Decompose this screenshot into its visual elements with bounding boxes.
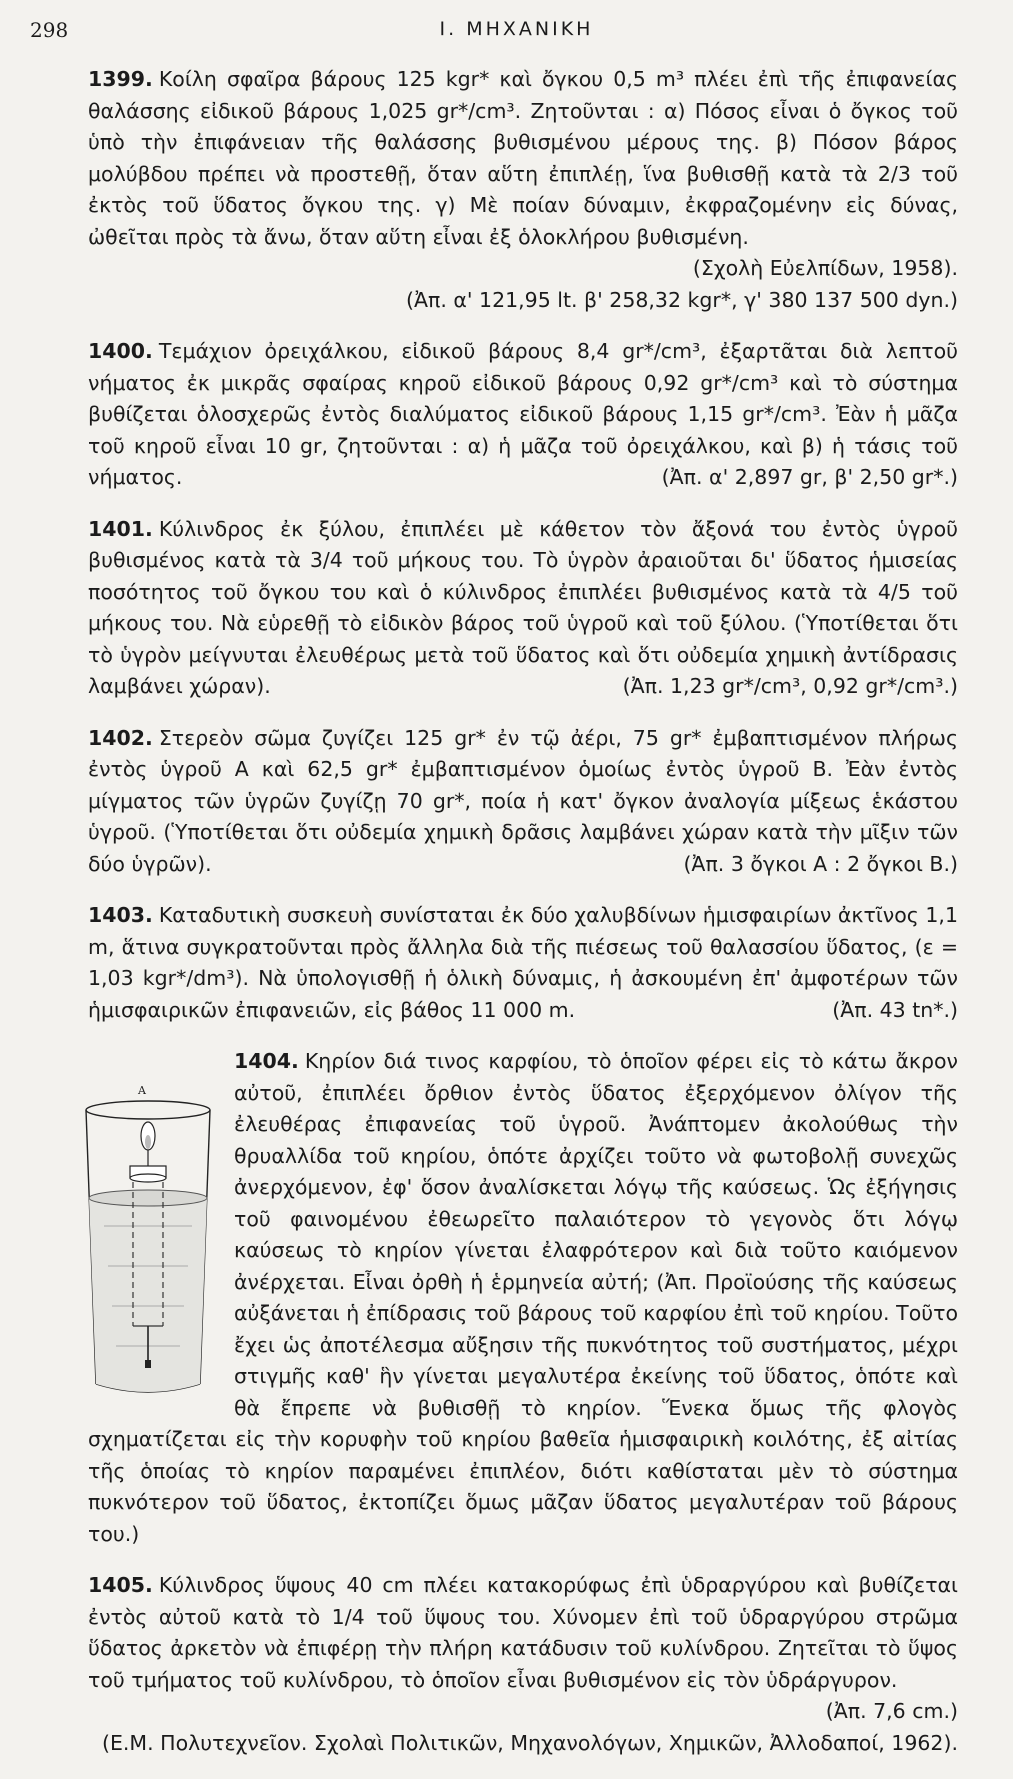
problem-number: 1399. bbox=[88, 67, 153, 91]
problem-answer: (Ἀπ. 7,6 cm.) bbox=[825, 1699, 958, 1723]
problem-answer: (Ἀπ. 43 tn*.) bbox=[832, 997, 958, 1022]
problem-1403 bbox=[88, 900, 958, 1026]
problem-1399 bbox=[88, 64, 958, 316]
problem-answer: (Ἀπ. Προϊούσης τῆς καύσεως αὐξάνεται ἡ ἐπίδρασις τοῦ βάρους τοῦ καρφίου ἐπὶ τοῦ κηρίου. Τοῦτο ἔχει ὡς ἀποτέλεσμα αὔξησιν τῆς πυκνότητος τοῦ συστήματος, μέχρι στιγμῆς καθ' ἣν γίνεται μεγαλυτέρα ἐκείνης τοῦ ὕδατος, ὁπότε καὶ θὰ ἔπρεπε νὰ βυθισθῇ τὸ κηρίον. Ἕνεκα ὅμως τῆς φλογὸς σχηματίζεται εἰς τὴν κορυφὴν τοῦ κηρίου βαθεῖα ἡμισφαιρικὴ κοιλότης, ἐξ αἰτίας τῆς ὁποίας τὸ κηρίον παραμένει ἐπιπλέον, διότι καθίσταται μὲν τὸ σύστημα πυκνότερον τοῦ ὕδατος, ἐκτοπίζει ὅμως μᾶζαν ὕδατος μεγαλυτέραν τοῦ βάρους του.) bbox=[88, 1269, 958, 1546]
problem-number: 1403. bbox=[88, 903, 153, 927]
problem-text: Κύλινδρος ὕψους 40 cm πλέει κατακορύφως ἐπὶ ὑδραργύρου καὶ βυθίζεται ἐντὸς αὐτοῦ κατὰ τὸ 1/4 τοῦ ὕψους του. Χύνομεν ἐπὶ τοῦ ὑδραργύρου στρῶμα ὕδατος ἀρκετὸν νὰ ἐπιφέρῃ τὴν πλήρη κατάδυσιν τοῦ κυλίνδρου. Ζητεῖται τὸ ὕψος τοῦ τμήματος τοῦ κυλίνδρου, τὸ ὁποῖον εἶναι βυθισμένον εἰς τὸν ὑδράργυρον. bbox=[88, 1573, 958, 1692]
problem-text: Κοίλη σφαῖρα βάρους 125 kgr* καὶ ὄγκου 0,5 m³ πλέει ἐπὶ τῆς ἐπιφανείας θαλάσσης εἰδικοῦ βάρους 1,025 gr*/cm³. Ζητοῦνται : α) Πόσος εἶναι ὁ ὄγκος τοῦ ὑπὸ τὴν ἐπιφάνειαν τῆς θαλάσσης βυθισμένου μέρους της. β) Πόσον βάρος μολύβδου πρέπει νὰ προστεθῇ, ὅταν αὕτη ἐπιπλέῃ, ἵνα βυθισθῇ κατὰ τὰ 2/3 τοῦ ἐκτὸς τοῦ ὕδατος ὄγκου της. γ) Μὲ ποίαν δύναμιν, ἐκφραζομένην εἰς δύνας, ὠθεῖται πρὸς τὰ ἄνω, ὅταν αὕτη εἶναι ἐξ ὁλοκλήρου βυθισμένη. bbox=[88, 67, 958, 249]
figure-label: Α bbox=[138, 1086, 146, 1097]
candle-in-glass-figure bbox=[74, 1086, 222, 1402]
problem-1402 bbox=[88, 723, 958, 881]
candle-in-glass-illustration bbox=[74, 1086, 222, 1402]
problem-text: Κύλινδρος ἐκ ξύλου, ἐπιπλέει μὲ κάθετον τὸν ἄξονά του ἐντὸς ὑγροῦ βυθισμένος κατὰ τὰ 3/4 τοῦ μήκους του. Τὸ ὑγρὸν ἀραιοῦται δι' ὕδατος ἡμισείας ποσότητος τοῦ ὄγκου του καὶ ὁ κύλινδρος ἐπιπλέει βυθισμένος κατὰ τὰ 4/5 τοῦ μήκους του. Νὰ εὑρεθῇ τὸ εἰδικὸν βάρος τοῦ ὑγροῦ καὶ τοῦ ξύλου. (Ὑποτίθεται ὅτι τὸ ὑγρὸν μείγνυται ἐλευθέρως μετὰ τοῦ ὕδατος καὶ ὅτι οὐδεμία χημικὴ ἀντίδρασις λαμβάνει χώραν). bbox=[88, 516, 958, 698]
problem-number: 1405. bbox=[88, 1573, 153, 1597]
problem-text: Τεμάχιον ὀρειχάλκου, εἰδικοῦ βάρους 8,4 gr*/cm³, ἐξαρτᾶται διὰ λεπτοῦ νήματος ἐκ μικρᾶς σφαίρας κηροῦ εἰδικοῦ βάρους 0,92 gr*/cm³ καὶ τὸ σύστημα βυθίζεται ὁλοσχερῶς ἐντὸς διαλύματος εἰδικοῦ βάρους 1,15 gr*/cm³. Ἐὰν ἡ μᾶζα τοῦ κηροῦ εἶναι 10 gr, ζητοῦνται : α) ἡ μᾶζα τοῦ ὀρειχάλκου, καὶ β) ἡ τάσις τοῦ νήματος. bbox=[88, 339, 958, 489]
problem-text: Κηρίον διά τινος καρφίου, τὸ ὁποῖον φέρει εἰς τὸ κάτω ἄκρον αὐτοῦ, ἐπιπλέει ὄρθιον ἐντὸς ὕδατος ἐξερχόμενον ὀλίγον τῆς ἐλευθέρας ἐπιφανείας τοῦ ὑγροῦ. Ἀνάπτομεν ἀκολούθως τὴν θρυαλλίδα τοῦ κηρίου, ὁπότε ἀρχίζει τοῦτο νὰ φωτοβολῇ συνεχῶς ἀνερχόμενον, ἐφ' ὅσον ἀναλίσκεται λόγῳ τῆς καύσεως. Ὡς ἐξήγησις τοῦ φαινομένου ἐθεωρεῖτο παλαιότερον τὸ γεγονὸς ὅτι λόγῳ καύσεως τὸ κηρίον γίνεται ἐλαφρότερον καὶ διὰ τοῦτο καιόμενον ἀνέρχεται. Εἶναι ὀρθὴ ἡ ἑρμηνεία αὐτή; bbox=[234, 1049, 958, 1294]
problem-text: Καταδυτικὴ συσκευὴ συνίσταται ἐκ δύο χαλυβδίνων ἡμισφαιρίων ἀκτῖνος 1,1 m, ἅτινα συγκρατοῦνται πρὸς ἄλληλα διὰ τῆς πιέσεως τοῦ θαλασσίου ὕδατος, (ε = 1,03 kgr*/dm³). Νὰ ὑπολογισθῇ ἡ ὁλικὴ δύναμις, ἡ ἀσκουμένη ἐπ' ἀμφοτέρων τῶν ἡμισφαιρικῶν ἐπιφανειῶν, εἰς βάθος 11 000 m. bbox=[88, 903, 958, 1022]
problem-credit: (Ε.Μ. Πολυτεχνεῖον. Σχολαὶ Πολιτικῶν, Μηχανολόγων, Χημικῶν, Ἀλλοδαποί, 1962). bbox=[101, 1730, 958, 1755]
problem-1400 bbox=[88, 336, 958, 494]
page-number: 298 bbox=[30, 18, 69, 42]
chapter-title: Ι. ΜΗΧΑΝΙΚΗ bbox=[439, 18, 594, 40]
problem-number: 1400. bbox=[88, 339, 153, 363]
problem-answer: (Ἀπ. 3 ὄγκοι Α : 2 ὄγκοι Β.) bbox=[683, 851, 958, 876]
problem-text: Στερεὸν σῶμα ζυγίζει 125 gr* ἐν τῷ ἀέρι, 75 gr* ἐμβαπτισμένον πλήρως ἐντὸς ὑγροῦ Α καὶ 62,5 gr* ἐμβαπτισμένον ὁμοίως ἐντὸς ὑγροῦ Β. Ἐὰν ἐντὸς μίγματος τῶν ὑγρῶν ζυγίζῃ 70 gr*, ποία ἡ κατ' ὄγκον ἀναλογία μίξεως ἑκάστου ὑγροῦ. (Ὑποτίθεται ὅτι οὐδεμία χημικὴ δρᾶσις λαμβάνει χώραν κατὰ τὴν μῖξιν τῶν δύο ὑγρῶν). bbox=[88, 725, 958, 876]
problem-number: 1401. bbox=[88, 516, 153, 541]
problem-1401 bbox=[88, 514, 958, 703]
problem-source: (Σχολὴ Εὐελπίδων, 1958). bbox=[692, 256, 958, 280]
problem-number: 1402. bbox=[88, 725, 153, 750]
problem-list bbox=[88, 64, 958, 1779]
problem-answer: (Ἀπ. α' 2,897 gr, β' 2,50 gr*.) bbox=[661, 465, 958, 489]
problem-1404 bbox=[88, 1046, 958, 1550]
problem-1405 bbox=[88, 1570, 958, 1759]
problem-number: 1404. bbox=[234, 1049, 299, 1073]
problem-answer: (Ἀπ. 1,23 gr*/cm³, 0,92 gr*/cm³.) bbox=[622, 674, 958, 698]
problem-answer: (Ἀπ. α' 121,95 lt. β' 258,32 kgr*, γ' 380 137 500 dyn.) bbox=[405, 287, 958, 312]
page-header bbox=[30, 18, 963, 48]
